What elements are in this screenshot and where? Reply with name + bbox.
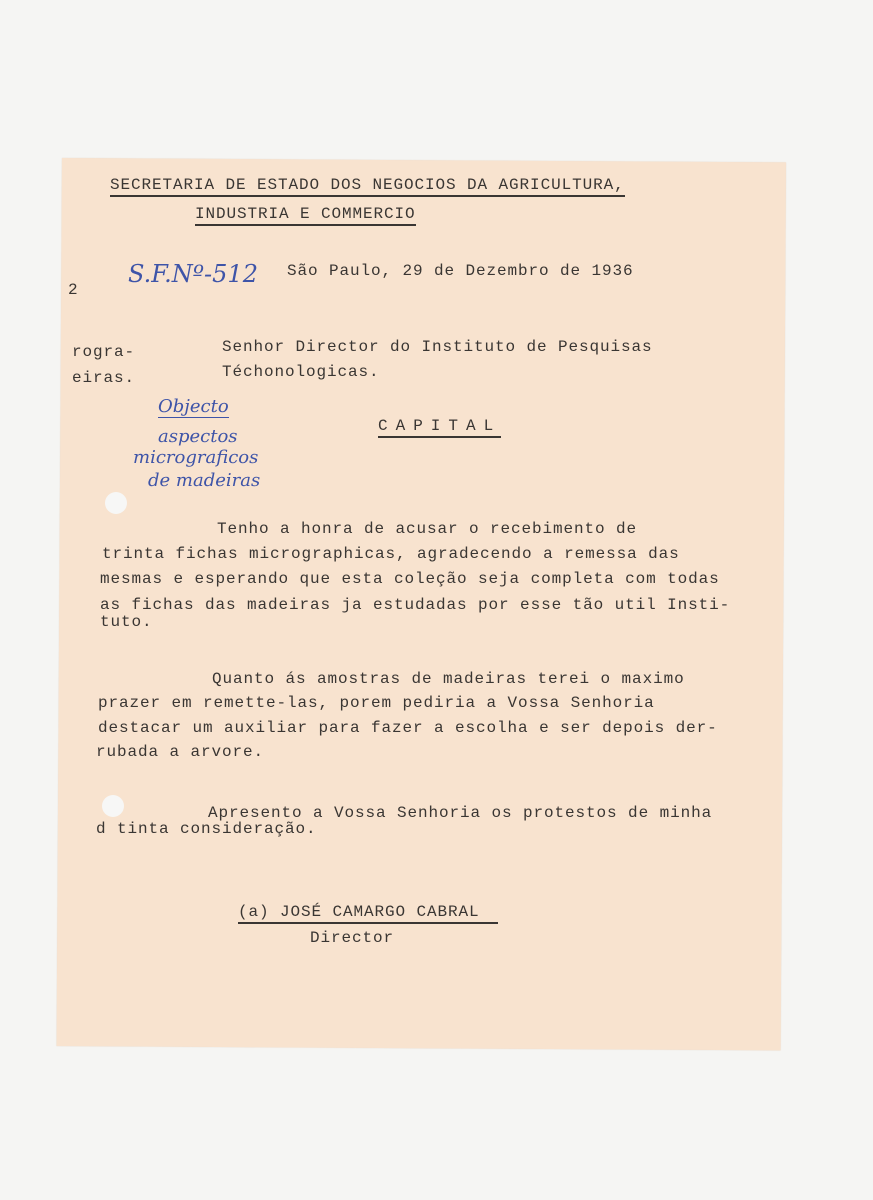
addressee-line-2: Téchonologicas. xyxy=(222,363,380,381)
letterhead-line-1: SECRETARIA DE ESTADO DOS NEGOCIOS DA AGRICULTURA, xyxy=(110,176,625,197)
addressee-line-1: Senhor Director do Instituto de Pesquisas xyxy=(222,338,653,356)
signature-name: (a) JOSÉ CAMARGO CABRAL xyxy=(238,903,498,924)
paragraph-1-line: mesmas e esperando que esta coleção seja completa com todas xyxy=(100,570,720,588)
paragraph-1-line: Tenho a honra de acusar o recebimento de xyxy=(217,520,638,538)
handwritten-note-line: Objecto xyxy=(158,396,229,417)
margin-fragment: eiras. xyxy=(72,369,136,387)
paragraph-1-line: trinta fichas micrographicas, agradecendo a remessa das xyxy=(102,545,680,563)
paragraph-2-line: destacar um auxiliar para fazer a escolha e ser depois der- xyxy=(98,719,718,737)
margin-fragment: 2 xyxy=(68,281,79,299)
punch-hole xyxy=(102,795,124,817)
punch-hole xyxy=(105,492,127,514)
signature-title: Director xyxy=(310,929,395,947)
margin-fragment: rogra- xyxy=(72,343,136,361)
paragraph-2-line: rubada a arvore. xyxy=(96,743,265,761)
handwritten-reference: S.F.Nº-512 xyxy=(128,260,258,288)
paragraph-2-line: Quanto ás amostras de madeiras terei o maximo xyxy=(212,670,685,688)
paragraph-1-line: tuto. xyxy=(100,613,153,631)
addressee-city: CAPITAL xyxy=(378,417,501,438)
letterhead-line-2: INDUSTRIA E COMMERCIO xyxy=(195,205,416,226)
paragraph-3-line: Apresento a Vossa Senhoria os protestos de minha xyxy=(208,804,713,822)
handwritten-note-line: aspectos xyxy=(158,426,238,447)
place-date: São Paulo, 29 de Dezembro de 1936 xyxy=(287,262,634,280)
handwritten-note-line: de madeiras xyxy=(148,470,261,491)
paragraph-1-line: as fichas das madeiras ja estudadas por esse tão util Insti- xyxy=(100,596,731,614)
paragraph-2-line: prazer em remette-las, porem pediria a Vossa Senhoria xyxy=(98,694,655,712)
handwritten-note-line: micrograficos xyxy=(133,447,259,468)
paragraph-3-line: d tinta consideração. xyxy=(96,820,317,838)
